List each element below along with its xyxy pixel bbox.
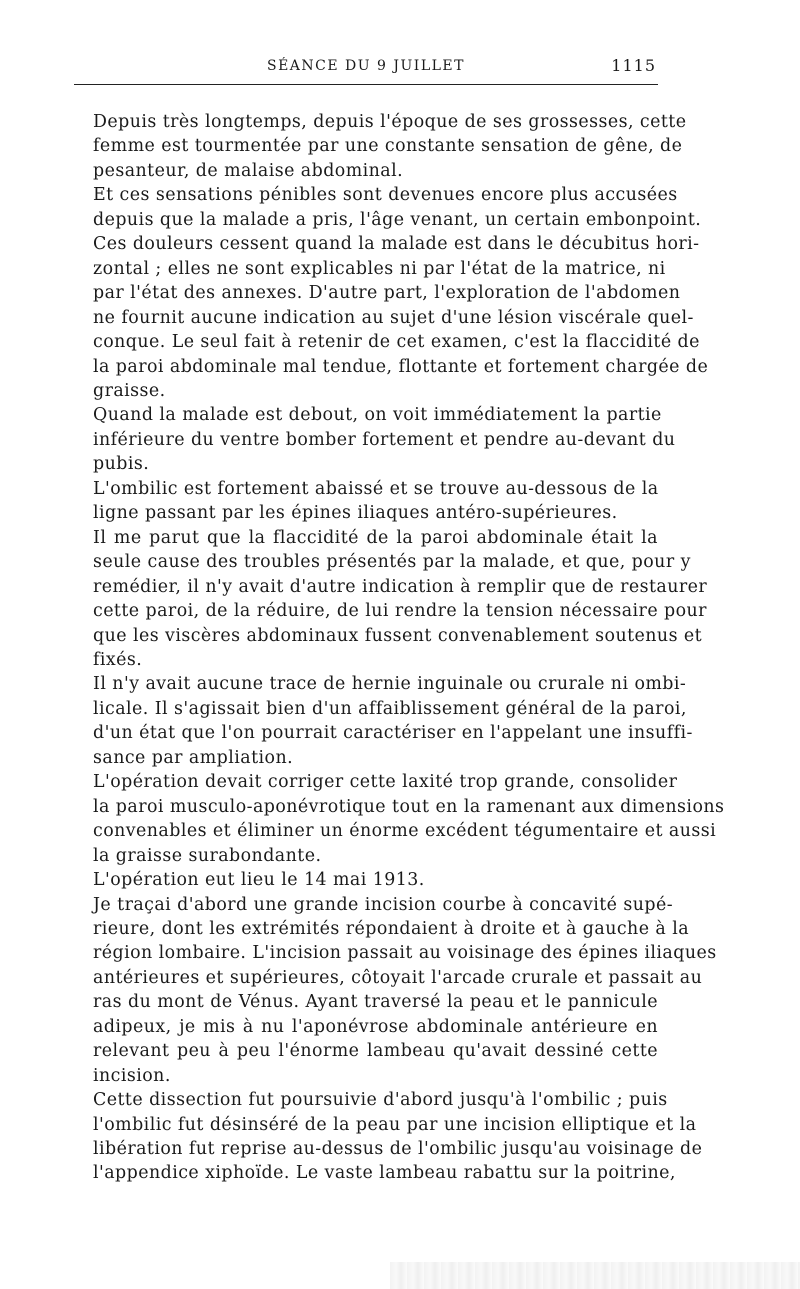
text-line: Je traçai d'abord une grande incision courbe à concavité supé- (93, 894, 674, 915)
text-line: femme est tourmentée par une constante sensation de gêne, de (93, 136, 683, 157)
running-title: SÉANCE DU 9 JUILLET (267, 58, 465, 74)
text-line: incision. (93, 1065, 171, 1086)
text-line: Et ces sensations pénibles sont devenues encore plus accusées (93, 185, 678, 206)
scan-smudge (390, 1262, 800, 1289)
text-line: pesanteur, de malaise abdominal. (93, 160, 404, 181)
text-line: la graisse surabondante. (93, 845, 322, 866)
text-line: Ces douleurs cessent quand la malade est dans le décubitus hori- (93, 234, 700, 255)
text-line: Quand la malade est debout, on voit immédiatement la partie (93, 405, 662, 426)
text-line: cette paroi, de la réduire, de lui rendre la tension nécessaire pour (93, 601, 707, 622)
text-line: l'ombilic fut désinséré de la peau par une incision elliptique et la (93, 1114, 697, 1135)
text-line: conque. Le seul fait à retenir de cet examen, c'est la flaccidité de (93, 332, 700, 353)
text-line: antérieures et supérieures, côtoyait l'arcade crurale et passait au (93, 967, 703, 988)
text-line: région lombaire. L'incision passait au voisinage des épines iliaques (93, 943, 717, 964)
text-line: inférieure du ventre bomber fortement et pendre au-devant du (93, 429, 676, 450)
text-line: ras du mont de Vénus. Ayant traversé la peau et le pannicule (93, 992, 658, 1013)
text-line: L'opération devait corriger cette laxité trop grande, consolider (93, 772, 678, 793)
paragraph (73, 672, 693, 770)
text-line: L'opération eut lieu le 14 mai 1913. (93, 870, 425, 891)
text-line: L'ombilic est fortement abaissé et se trouve au-dessous de la (93, 478, 659, 499)
running-head (74, 54, 658, 85)
text-line: ne fournit aucune indication au sujet d'une lésion viscérale quel- (93, 307, 694, 328)
text-line: convenables et éliminer un énorme excédent tégumentaire et aussi (93, 821, 717, 842)
text-line: remédier, il n'y avait d'autre indication à remplir que de restaurer (93, 576, 708, 597)
text-line: pubis. (93, 454, 150, 475)
text-line: sance par ampliation. (93, 747, 294, 768)
paragraph (73, 1088, 703, 1186)
text-line: par l'état des annexes. D'autre part, l'exploration de l'abdomen (93, 283, 681, 304)
text-line: d'un état que l'on pourrait caractériser en l'appelant une insuffi- (93, 723, 693, 744)
text-line: ligne passant par les épines iliaques antéro-supérieures. (93, 503, 618, 524)
text-line: Il me parut que la flaccidité de la paroi abdominale était la (93, 527, 658, 548)
text-line: que les viscères abdominaux fussent convenablement soutenus et (93, 625, 703, 646)
text-line: la paroi musculo-aponévrotique tout en la ramenant aux dimensions (93, 796, 725, 817)
text-line: rieure, dont les extrémités répondaient à droite et à gauche à la (93, 918, 690, 939)
paragraph (73, 183, 709, 403)
paragraph (73, 110, 687, 183)
paragraph (73, 477, 658, 526)
paragraph (73, 893, 717, 1089)
text-line: adipeux, je mis à nu l'aponévrose abdominale antérieure en (93, 1016, 658, 1037)
text-line: Cette dissection fut poursuivie d'abord jusqu'à l'ombilic ; puis (93, 1090, 668, 1111)
text-line: Depuis très longtemps, depuis l'époque de ses grossesses, cette (93, 112, 687, 132)
paragraph (73, 770, 725, 868)
body-text (73, 110, 725, 1186)
text-line: Il n'y avait aucune trace de hernie inguinale ou crurale ni ombi- (93, 674, 687, 695)
text-line: l'appendice xiphoïde. Le vaste lambeau rabattu sur la poitrine, (93, 1163, 676, 1184)
text-line: la paroi abdominale mal tendue, flottante et fortement chargée de (93, 356, 709, 377)
text-line: seule cause des troubles présentés par la malade, et que, pour y (93, 552, 691, 573)
text-line: licale. Il s'agissait bien d'un affaiblissement général de la paroi, (93, 698, 687, 719)
paragraph (73, 403, 676, 476)
text-line: libération fut reprise au-dessus de l'ombilic jusqu'au voisinage de (93, 1139, 703, 1160)
paragraph (73, 868, 658, 892)
text-line: fixés. (93, 649, 143, 670)
text-line: graisse. (93, 380, 166, 401)
text-line: zontal ; elles ne sont explicables ni par l'état de la matrice, ni (93, 258, 666, 279)
paragraph (73, 526, 708, 673)
text-line: relevant peu à peu l'énorme lambeau qu'avait dessiné cette (93, 1041, 658, 1062)
page-number: 1115 (611, 56, 656, 75)
text-line: depuis que la malade a pris, l'âge venant, un certain embonpoint. (93, 209, 702, 230)
